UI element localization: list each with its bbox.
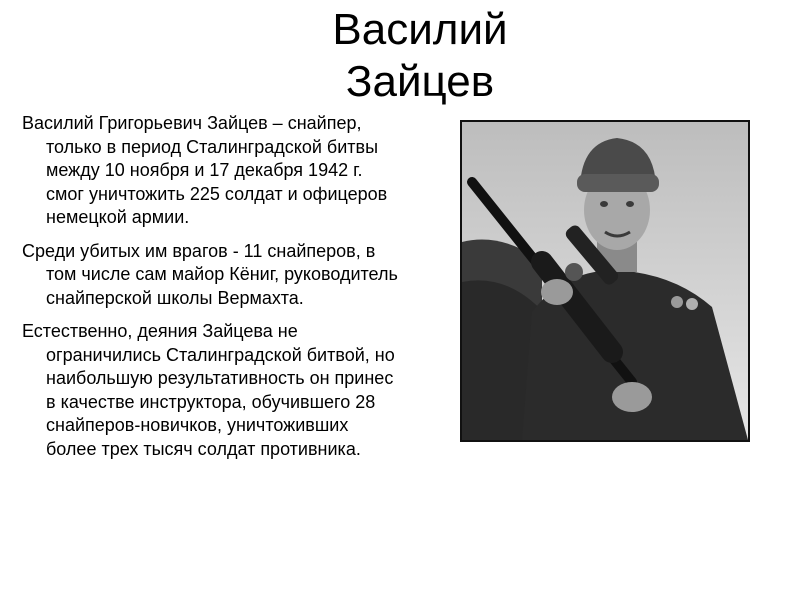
soldier-with-rifle-illustration	[462, 122, 748, 440]
paragraph-2: Среди убитых им врагов - 11 снайперов, в том числе сам майор Кёниг, руководитель снайперской школы Вермахта.	[22, 240, 398, 308]
paragraph-1: Василий Григорьевич Зайцев – снайпер, только в период Сталинградской битвы между 10 ноября и 17 декабря 1942 г. смог уничтожить 225 солдат и офицеров немецкой армии.	[22, 113, 388, 227]
portrait-photo	[460, 120, 750, 442]
biography-text	[22, 112, 402, 471]
paragraph-3: Естественно, деяния Зайцева не ограничились Сталинградской битвой, но наибольшую результативность он принес в качестве инструктора, обучившего 28 снайперов-новичков, уничтоживших более трех тысяч солдат противника.	[22, 321, 395, 459]
medal	[686, 298, 698, 310]
title-line-1: Василий	[332, 5, 508, 54]
page-title	[200, 4, 640, 108]
title-line-2: Зайцев	[345, 57, 495, 106]
medal	[671, 296, 683, 308]
